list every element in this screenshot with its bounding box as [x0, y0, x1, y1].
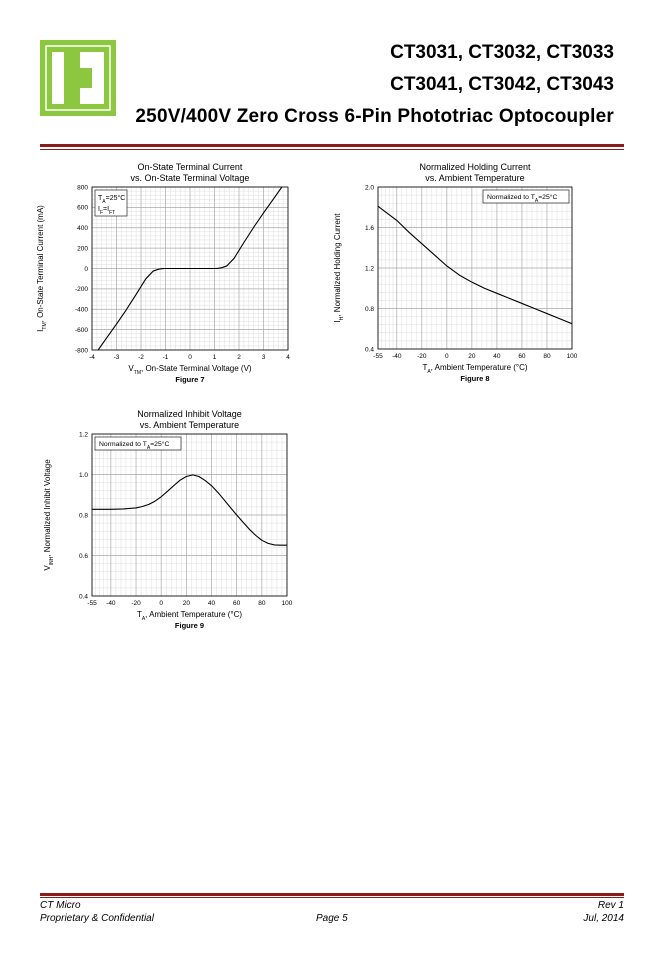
x-tick-label: -20 — [131, 600, 141, 607]
y-tick-label: 0 — [84, 265, 88, 273]
legend-line-1: $T_A=25^\circ C$ — [98, 195, 126, 205]
legend-line-1: Normalized to $T_A=25^\circ C$ — [99, 441, 170, 451]
figure-8-chart — [330, 155, 600, 400]
legend-line-1: Normalized to $T_A=25^\circ C$ — [487, 194, 558, 204]
y-tick-label: -800 — [74, 347, 88, 355]
y-axis-label: $V_{INH}$, Normalized Inhibit Voltage — [43, 459, 55, 571]
x-tick-label: 80 — [543, 353, 551, 360]
part-numbers-line-2: CT3041, CT3042, CT3043 — [390, 74, 614, 95]
x-tick-label: 40 — [207, 600, 216, 607]
y-tick-label: 0.8 — [364, 305, 374, 313]
y-tick-label: -600 — [74, 326, 88, 334]
x-tick-label: -40 — [392, 353, 402, 360]
x-tick-label: -2 — [138, 354, 144, 361]
header-rule-thick — [40, 144, 624, 147]
x-axis-label: $T_A$, Ambient Temperature (°C) — [136, 610, 243, 622]
legend-line-2: $I_F=I_{FT}$ — [98, 206, 116, 216]
data-series-line — [92, 475, 287, 545]
y-tick-label: 600 — [77, 204, 88, 212]
x-tick-label: 3 — [261, 354, 266, 361]
y-axis-label: $I_{TM}$, On-State Terminal Current (mA) — [36, 205, 48, 332]
y-tick-label: 1.0 — [78, 471, 88, 479]
figure-caption: Figure 7 — [175, 375, 205, 384]
footer-rule-thin — [40, 897, 624, 898]
chart-title-line-1: On-State Terminal Current — [137, 162, 243, 172]
x-tick-label: 20 — [182, 600, 190, 607]
x-tick-label: -55 — [373, 353, 383, 360]
y-tick-label: 1.6 — [364, 224, 374, 232]
y-tick-label: 1.2 — [364, 265, 374, 273]
logo-notch-mid2 — [80, 78, 92, 88]
figure-9-chart — [40, 402, 310, 647]
chart-title-line-2: vs. On-State Terminal Voltage — [130, 173, 250, 183]
footer-revision: Rev 1 — [597, 900, 624, 911]
part-numbers-line-1: CT3031, CT3032, CT3033 — [390, 42, 614, 63]
y-tick-label: 400 — [77, 225, 88, 233]
y-tick-label: 800 — [77, 184, 88, 192]
x-tick-label: -4 — [89, 354, 95, 361]
chart-title-line-1: Normalized Inhibit Voltage — [137, 409, 242, 419]
x-tick-label: -3 — [113, 354, 120, 361]
x-tick-label: -1 — [162, 354, 169, 361]
figure-caption: Figure 8 — [460, 374, 490, 383]
x-tick-label: 40 — [493, 353, 501, 360]
x-tick-label: 4 — [286, 354, 290, 361]
ct-micro-logo — [40, 40, 116, 116]
logo-notch-bottom — [64, 78, 80, 104]
figure-7-chart — [30, 155, 310, 400]
y-tick-label: 0.6 — [78, 552, 88, 560]
x-tick-label: 20 — [468, 353, 476, 360]
x-tick-label: 2 — [237, 354, 241, 361]
x-tick-label: -55 — [87, 600, 97, 607]
y-tick-label: 1.2 — [78, 431, 88, 439]
header-rule-thin — [40, 149, 624, 150]
logo-notch-mid — [80, 68, 92, 78]
x-tick-label: -40 — [106, 600, 116, 607]
y-tick-label: 0.4 — [364, 346, 374, 354]
x-tick-label: 1 — [212, 354, 217, 361]
x-tick-label: 100 — [281, 600, 293, 607]
grid — [378, 187, 572, 349]
figure-caption: Figure 9 — [174, 621, 205, 630]
footer-page-number: Page 5 — [316, 913, 348, 924]
y-tick-label: 0.8 — [78, 512, 88, 520]
logo-notch-top — [64, 52, 80, 78]
chart-title-line-1: Normalized Holding Current — [419, 162, 531, 172]
x-axis-label: $V_{TM}$, On-State Terminal Voltage (V) — [128, 364, 252, 376]
data-series-line — [378, 206, 572, 323]
x-tick-label: 0 — [159, 600, 164, 607]
chart-title-line-2: vs. Ambient Temperature — [425, 173, 525, 183]
x-tick-label: 0 — [445, 353, 449, 360]
x-axis-label: $T_A$, Ambient Temperature (°C) — [422, 363, 528, 375]
x-tick-label: -20 — [417, 353, 427, 360]
x-tick-label: 80 — [258, 600, 266, 607]
y-axis-label: $I_H$, Normalized Holding Current — [333, 213, 345, 323]
y-tick-label: -400 — [74, 306, 88, 314]
footer-date: Jul, 2014 — [583, 913, 624, 924]
footer-confidential: Proprietary & Confidential — [40, 913, 154, 924]
x-tick-label: 60 — [518, 353, 526, 360]
y-tick-label: 2.0 — [364, 184, 374, 192]
document-subtitle: 250V/400V Zero Cross 6-Pin Phototriac Optocoupler — [135, 106, 614, 127]
x-tick-label: 60 — [233, 600, 241, 607]
y-tick-label: -200 — [74, 286, 88, 294]
grid — [92, 434, 287, 596]
x-tick-label: 0 — [188, 354, 192, 361]
y-tick-label: 200 — [77, 245, 88, 253]
chart-title-line-2: vs. Ambient Temperature — [139, 420, 240, 430]
footer-company: CT Micro — [40, 900, 81, 911]
footer-rule-thick — [40, 893, 624, 896]
x-tick-label: 100 — [566, 353, 578, 360]
y-tick-label: 0.4 — [78, 593, 88, 601]
